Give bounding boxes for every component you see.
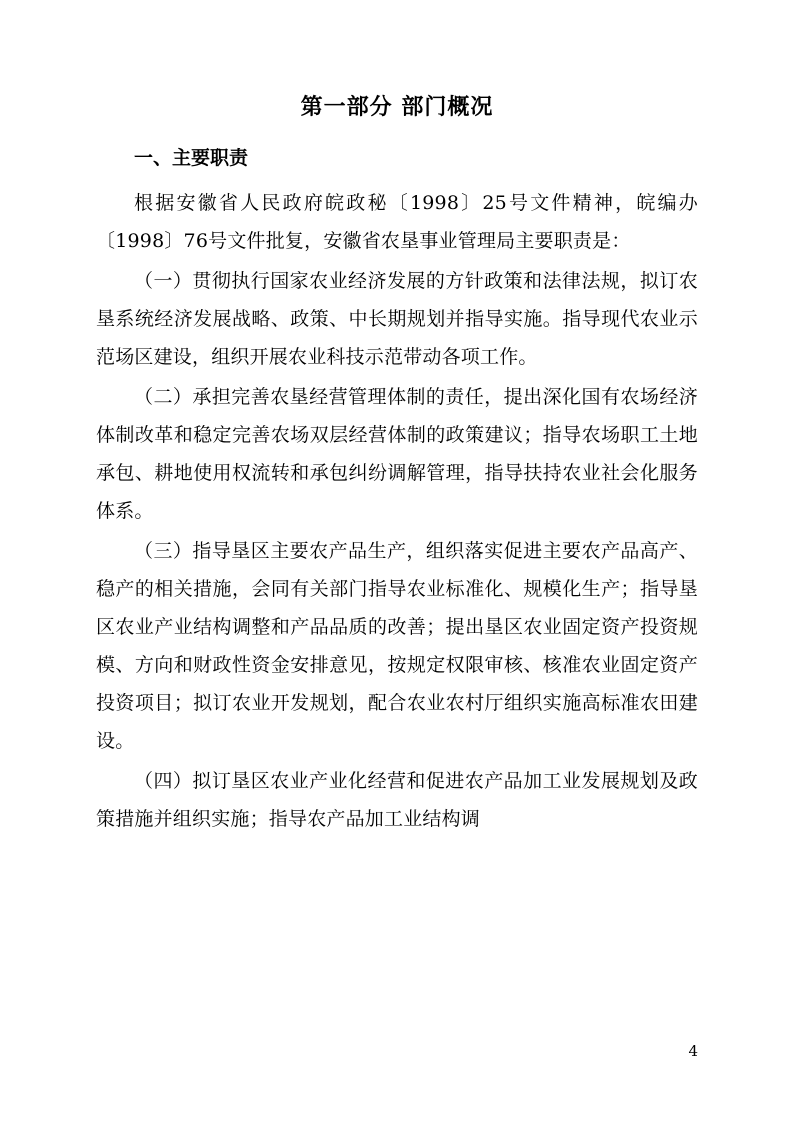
paragraph: 根据安徽省人民政府皖政秘〔1998〕25号文件精神，皖编办〔1998〕76号文件批复，安徽省农垦事业管理局主要职责是： — [96, 192, 698, 252]
section-heading: 一、主要职责 — [134, 147, 249, 169]
page-number: 4 — [688, 1042, 698, 1060]
paragraph: （三）指导垦区主要农产品生产，组织落实促进主要农产品高产、稳产的相关措施，会同有关部门指导农业标准化、规模化生产；指导垦区农业产业结构调整和产品品质的改善；提出垦区农业固定资产投资规模、方向和财政性资金安排意见，按规定权限审核、核准农业固定资产投资项目；拟订农业开发规划，配合农业农村厅组织实施高标准农田建设。 — [96, 540, 698, 752]
paragraph: （四）拟订垦区农业产业化经营和促进农产品加工业发展规划及政策措施并组织实施；指导农产品加工业结构调 — [96, 770, 698, 830]
page-title: 第一部分 部门概况 — [300, 94, 494, 120]
paragraph: （二）承担完善农垦经营管理体制的责任，提出深化国有农场经济体制改革和稳定完善农场双层经营体制的政策建议；指导农场职工土地承包、耕地使用权流转和承包纠纷调解管理，指导扶持农业社会化服务体系。 — [96, 386, 698, 522]
paragraph: （一）贯彻执行国家农业经济发展的方针政策和法律法规，拟订农垦系统经济发展战略、政策、中长期规划并指导实施。指导现代农业示范场区建设，组织开展农业科技示范带动各项工作。 — [96, 270, 698, 368]
